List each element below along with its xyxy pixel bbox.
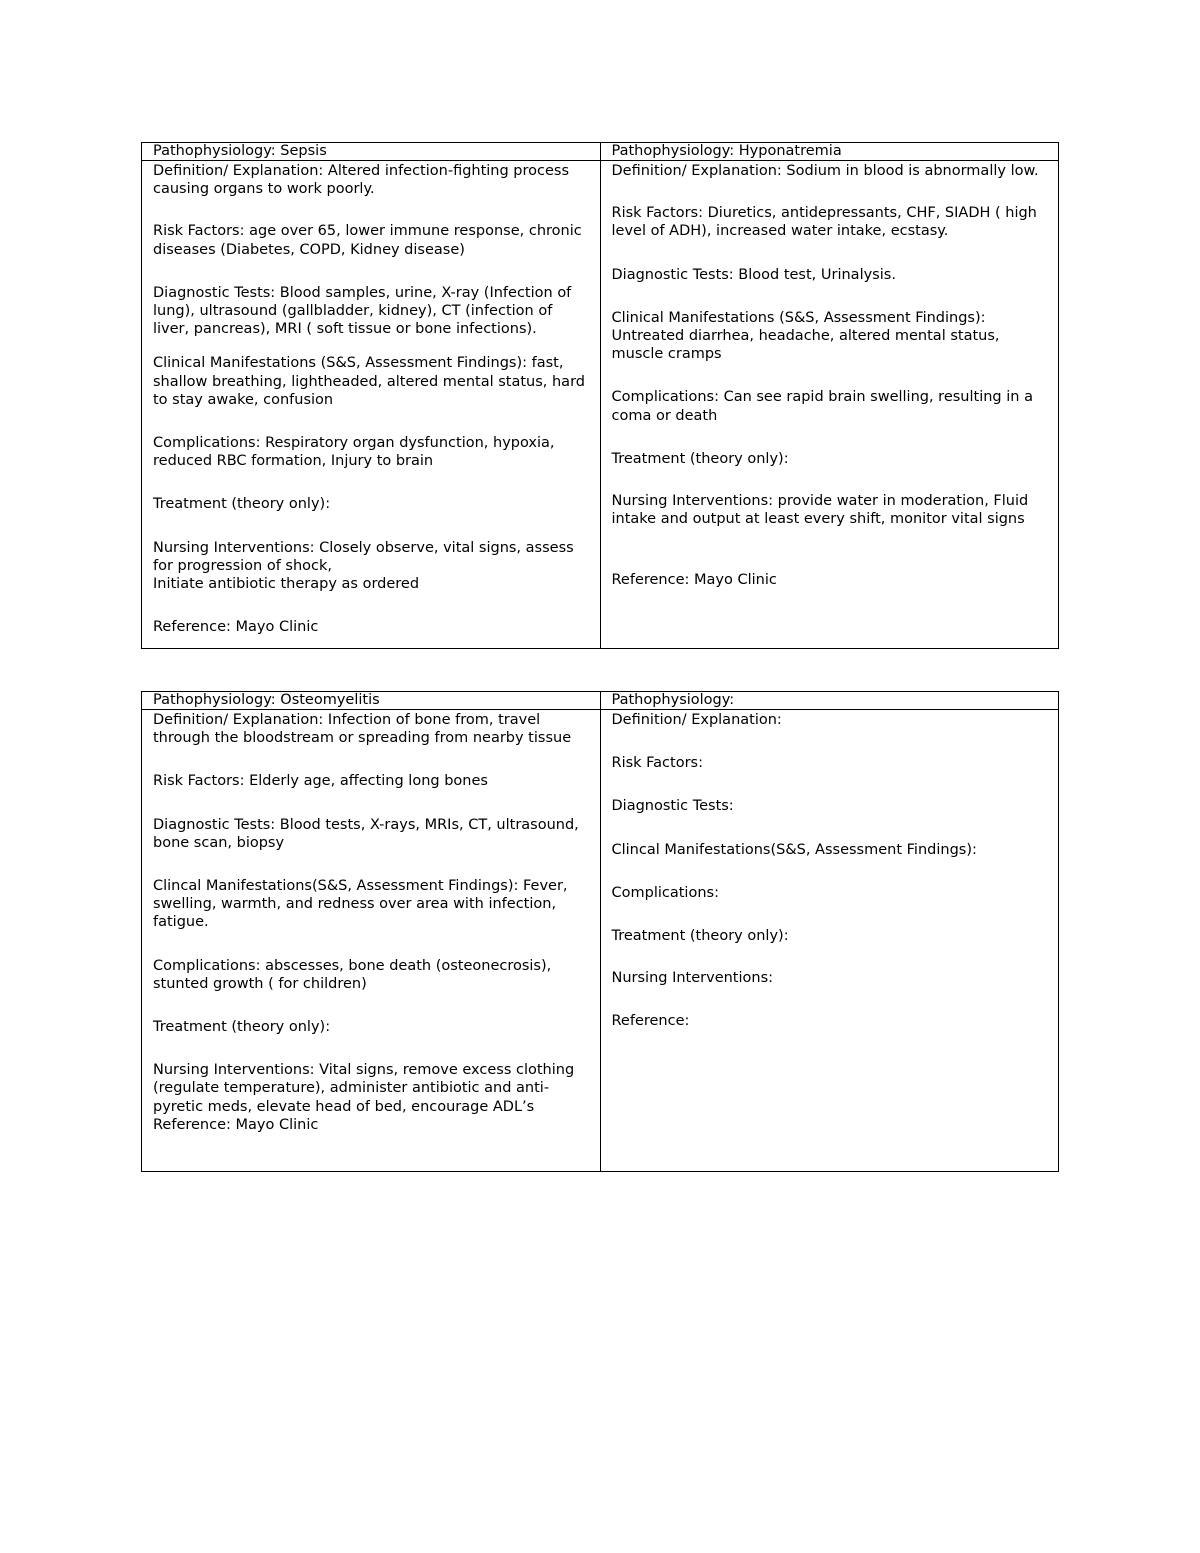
blank-clinical-manifestations: Clincal Manifestations(S&S, Assessment Findings): bbox=[611, 841, 977, 858]
blank-reference: Reference: bbox=[611, 1013, 690, 1030]
sepsis-clinical-manifestations: Clinical Manifestations (S&S, Assessment Findings): fast, shallow breathing, lightheaded, altered mental status, hard to stay awake, confusion bbox=[153, 355, 585, 408]
hyponatremia-diagnostic-tests: Diagnostic Tests: Blood test, Urinalysis. bbox=[611, 266, 896, 283]
table-header-sepsis: Pathophysiology: Sepsis bbox=[142, 143, 601, 161]
osteomyelitis-diagnostic-tests: Diagnostic Tests: Blood tests, X-rays, MRIs, CT, ultrasound, bone scan, biopsy bbox=[153, 816, 579, 851]
osteomyelitis-clinical-manifestations: Clincal Manifestations(S&S, Assessment Findings): Fever, swelling, warmth, and redness over area with infection, fatigue. bbox=[153, 878, 568, 931]
care-table-1 bbox=[141, 142, 1059, 649]
sepsis-risk-factors: Risk Factors: age over 65, lower immune response, chronic diseases (Diabetes, COPD, Kidney disease) bbox=[153, 223, 582, 258]
hyponatremia-definition: Definition/ Explanation: Sodium in blood is abnormally low. bbox=[611, 163, 1039, 179]
blank-diagnostic-tests: Diagnostic Tests: bbox=[611, 798, 734, 815]
sepsis-complications: Complications: Respiratory organ dysfunction, hypoxia, reduced RBC formation, Injury to brain bbox=[153, 435, 555, 470]
hyponatremia-risk-factors: Risk Factors: Diuretics, antidepressants, CHF, SIADH ( high level of ADH), increased water intake, ecstasy. bbox=[611, 205, 1037, 240]
cell-blank-template bbox=[600, 710, 1059, 1172]
table-header-osteomyelitis: Pathophysiology: Osteomyelitis bbox=[142, 692, 601, 710]
osteomyelitis-sections bbox=[153, 711, 590, 1134]
blank-risk-factors: Risk Factors: bbox=[611, 755, 703, 772]
hyponatremia-treatment: Treatment (theory only): bbox=[611, 450, 789, 467]
cell-sepsis bbox=[142, 161, 601, 649]
hyponatremia-complications: Complications: Can see rapid brain swelling, resulting in a coma or death bbox=[611, 389, 1033, 424]
care-table-2 bbox=[141, 691, 1059, 1172]
cell-hyponatremia bbox=[600, 161, 1059, 649]
table-header-blank: Pathophysiology: bbox=[600, 692, 1059, 710]
blank-definition: Definition/ Explanation: bbox=[611, 712, 782, 728]
blank-sections bbox=[612, 711, 1049, 1031]
sepsis-nursing-interventions: Nursing Interventions: Closely observe, vital signs, assess for progression of shock, Initiate antibiotic therapy as ordered bbox=[153, 539, 574, 593]
osteomyelitis-definition: Definition/ Explanation: Infection of bone from, travel through the bloodstream or spreading from nearby tissue bbox=[153, 712, 572, 747]
osteomyelitis-nursing-interventions: Nursing Interventions: Vital signs, remove excess clothing (regulate temperature), administer antibiotic and anti-pyretic meds, elevate head of bed, encourage ADL’s Reference: Mayo Clinic bbox=[153, 1062, 575, 1133]
hyponatremia-reference: Reference: Mayo Clinic bbox=[611, 572, 777, 589]
blank-nursing-interventions: Nursing Interventions: bbox=[611, 970, 774, 987]
hyponatremia-clinical-manifestations: Clinical Manifestations (S&S, Assessment Findings): Untreated diarrhea, headache, altered mental status, muscle cramps bbox=[611, 309, 1000, 363]
blank-complications: Complications: bbox=[611, 884, 719, 901]
osteomyelitis-complications: Complications: abscesses, bone death (osteonecrosis), stunted growth ( for children) bbox=[153, 957, 552, 992]
sepsis-reference: Reference: Mayo Clinic bbox=[153, 619, 319, 636]
sepsis-diagnostic-tests: Diagnostic Tests: Blood samples, urine, X-ray (Infection of lung), ultrasound (gallbladder, kidney), CT (infection of liver, pancreas), MRI ( soft tissue or bone infections). bbox=[153, 284, 572, 338]
sepsis-treatment: Treatment (theory only): bbox=[153, 496, 331, 513]
hyponatremia-sections bbox=[612, 162, 1049, 590]
blank-treatment: Treatment (theory only): bbox=[611, 928, 789, 945]
table-header-hyponatremia: Pathophysiology: Hyponatremia bbox=[600, 143, 1059, 161]
cell-osteomyelitis bbox=[142, 710, 601, 1172]
osteomyelitis-risk-factors: Risk Factors: Elderly age, affecting long bones bbox=[153, 773, 488, 790]
sepsis-sections bbox=[153, 162, 590, 636]
sepsis-definition: Definition/ Explanation: Altered infection-fighting process causing organs to work poorly. bbox=[153, 163, 570, 198]
osteomyelitis-treatment: Treatment (theory only): bbox=[153, 1019, 331, 1036]
hyponatremia-nursing-interventions: Nursing Interventions: provide water in moderation, Fluid intake and output at least every shift, monitor vital signs bbox=[611, 493, 1029, 528]
